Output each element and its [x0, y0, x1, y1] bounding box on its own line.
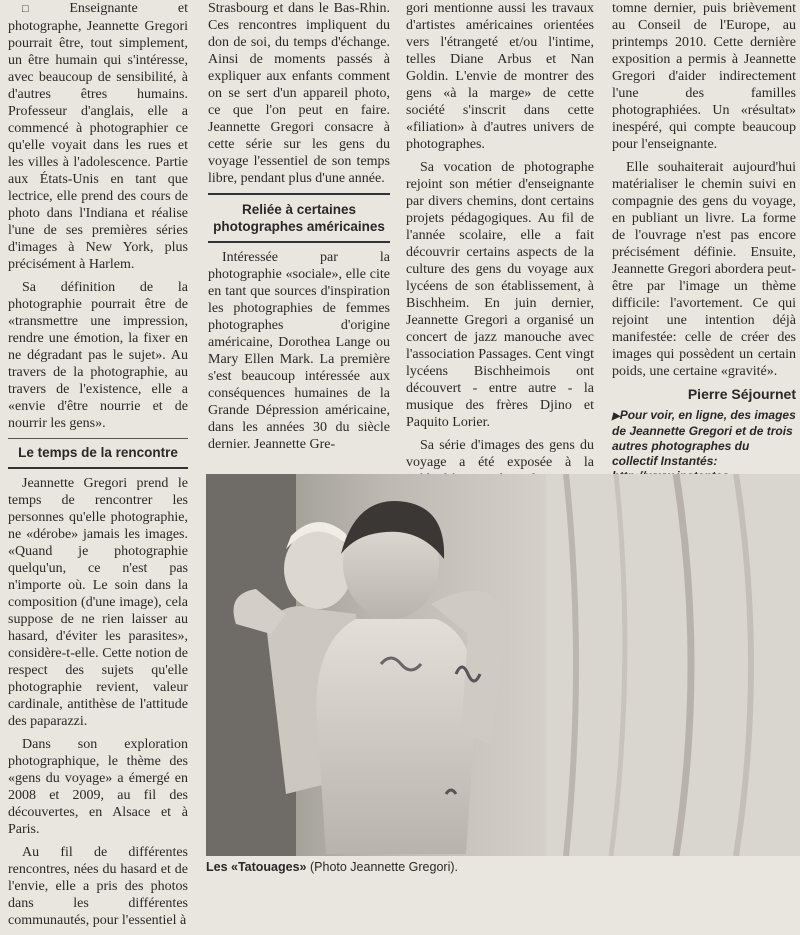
divider — [8, 467, 188, 469]
paragraph: tomne dernier, puis brièvement au Conseil de l'Europe, au printemps 2010. Cette dernière exposition a permis à Jeannette Gregori d'aider indirectement l'une des familles photographiées. Un «résultat» inespéré, qui compte beaucoup pour l'enseignante. — [612, 1, 796, 152]
photo-tatouages — [206, 474, 800, 856]
divider — [208, 193, 390, 195]
web-note-text: Pour voir, en ligne, des images de Jeannette Gregori et de trois autres photographes du collectif Instantés: — [612, 408, 796, 468]
paragraph — [8, 0, 188, 273]
caption-title: Les «Tatouages» — [206, 860, 307, 874]
paragraph: Elle souhaiterait aujourd'hui matérialiser le chemin suivi en compagnie des gens du voyage, en publiant un livre. La forme de l'ouvrage n'est pas encore précisément définie. Ensuite, Jeannette Gregori abordera peut-être par l'image un thème difficile: l'avortement. Ce qui rejoint une intention déjà manifestée: celle de créer des images qui possèdent un certain poids, une certaine «gravité». — [612, 160, 796, 379]
paragraph: Dans son exploration photographique, le thème des «gens du voyage» a émergé en 2008 et 2009, au fil des découvertes, en Alsace et à Paris. — [8, 737, 188, 837]
paragraph: Jeannette Gregori prend le temps de rencontrer les personnes qu'elle photographie, ne «dérobe» jamais les images. «Quand je photographie quelqu'un, ce n'est pas n'importe où. Le soin dans la composition (d'une image), cela suppose de ne rien laisser au hasard, d'éviter les parasites», considère-t-elle. Cette notion de respect des sujets qu'elle photographie revient, valeur cardinale, antithèse de l'attitude des paparazzi. — [8, 476, 188, 729]
paragraph: Intéressée par la photographie «sociale», elle cite en tant que sources d'inspiration les photographies de femmes photographes d'origine américaine, Dorothea Lange ou Mary Ellen Mark. La première s'est beaucoup intéressée aux conséquences humaines de la Grande Dépression américaine, dans les années 30 du siècle dernier. Jeannette Gre- — [208, 250, 390, 452]
paragraph-text: Enseignante et photographe, Jeannette Gregori pourrait être, tout simplement, un être humain qui s'intéresse, avec beaucoup de sensibilité, à d'autres êtres humains. Professeur d'anglais, elle a commencé à photographier ce qu'elle voyait dans les rues et les villes à l'adolescence. Partie aux États-Unis en tant que lectrice, elle prend des cours de photo dans l'Indiana et réalise l'une de ses premières séries d'images à New York, plus précisément à Harlem. — [8, 1, 188, 272]
divider — [208, 241, 390, 243]
paragraph: Sa série d'images des gens du voyage a été exposée à la — [406, 438, 594, 470]
photo-caption — [206, 860, 800, 874]
paragraph: Sa vocation de photographe rejoint son métier d'enseignante par divers chemins, dont certains projets pédagogiques. Au fil de l'année scolaire, elle a fait découvrir certains aspects de la culture des gens du voyage aux lycéens de son établissement, à Bischheim. En juin dernier, Jeannette Gregori a organisé un concert de jazz manouche avec l'association Passages. Cent vingt lycéens Bischheimois ont découvert - entre autre - la musique des frères Djino et Paquito Lorier. — [406, 160, 594, 430]
section-heading: Reliée à certaines photographes américaines — [213, 202, 385, 234]
column-3 — [406, 0, 594, 494]
author-signature: Pierre Séjournet — [687, 386, 796, 402]
caption-credit: (Photo Jeannette Gregori). — [306, 860, 458, 874]
paragraph: Sa définition de la photographie pourrait être de «transmettre une impression, rendre une émotion, la fixer en ne dégradant pas le sujet». Au travers de la photographie, au travers de l'existence, elle a «envie d'être nourrie et de nourrir les gens». — [8, 280, 188, 431]
photo-image — [206, 474, 800, 856]
column-2 — [208, 0, 390, 459]
paragraph: gori mentionne aussi les travaux d'artistes américaines orientées vers l'étrangeté et/ou l'intime, telles Diane Arbus et Nan Goldin. L'envie de montrer des gens «à la marge» de cette société s'inscrit dans cette «filiation» à d'autres univers de photographes. — [406, 1, 594, 152]
paragraph: Strasbourg et dans le Bas-Rhin. Ces rencontres impliquent du don de soi, du temps d'échange. Ainsi de moments passés à expliquer aux enfants comment on se sert d'un appareil photo, ce que l'on peut en faire. Jeannette Gregori consacre à cette série sur les gens du voyage l'essentiel de son temps libre, pendant plus d'une année. — [208, 1, 390, 186]
section-heading: Le temps de la rencontre — [18, 445, 178, 460]
divider — [8, 438, 188, 439]
column-4 — [612, 0, 796, 499]
column-1 — [8, 0, 188, 935]
paragraph: Au fil de différentes rencontres, nées du hasard et de l'envie, elle a pris des photos dans les différentes communautés, pour l'essentiel à — [8, 845, 188, 928]
